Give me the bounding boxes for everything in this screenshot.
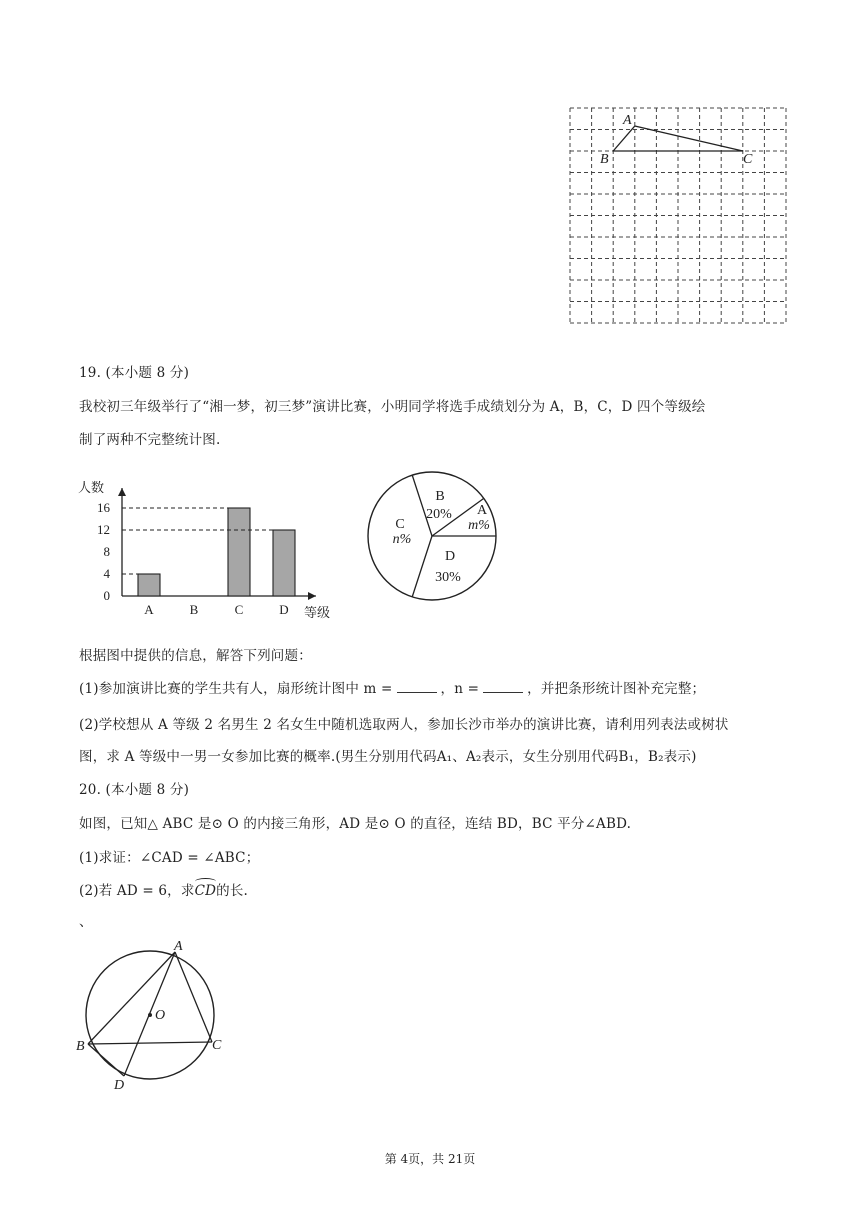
bar-C [228,508,250,596]
q19-part1 [79,677,705,697]
pie-label-C: C [395,517,405,532]
bar-chart [74,474,344,624]
circle-label-o: O [155,1008,166,1023]
pie-label-B: B [435,489,445,504]
q19-part1-a: (1)参加演讲比赛的学生共有人，扇形统计图中 m = [79,681,393,697]
q20-part1: (1)求证：∠CAD = ∠ABC； [79,850,260,866]
y-tick-label: 8 [103,544,110,559]
q20-part2-b: 的长. [216,883,249,899]
grid-triangle-figure [566,104,792,328]
y-tick-label: 4 [103,566,110,581]
arc-cd-label: CD [194,883,217,899]
grid-label-b: B [600,152,609,167]
bar-ylabel: 人数 [78,480,105,495]
pie-label-A: A [476,503,488,518]
bar-A [138,574,160,596]
pie-slice-edge [412,475,432,536]
pie-slice-edge [412,536,432,597]
pie-value-B: 20% [426,507,452,522]
q19-part1-b: ，n = [440,681,480,697]
grid-label-c: C [743,152,753,167]
q20-stem: 如图，已知△ ABC 是⊙ O 的内接三角形，AD 是⊙ O 的直径，连结 BD，BC 平分∠ABD. [79,816,632,832]
pie-chart [364,470,504,606]
q19-stem-line1: 我校初三年级举行了“湘一梦，初三梦”演讲比赛，小明同学将选手成绩划分为 A，B，C，D 四个等级绘 [79,399,706,415]
q19-part2-line1: (2)学校想从 A 等级 2 名男生 2 名女生中随机选取两人，参加长沙市举办的演讲比赛，请利用列表法或树状 [79,717,729,733]
q20-part2 [79,879,248,899]
page-footer: 第 4页，共 21页 [384,1152,476,1166]
x-axis-arrow [308,592,316,600]
pie-value-A: m% [468,518,490,533]
q19-header: 19. (本小题 8 分) [79,365,190,381]
q19-part1-c: ，并把条形统计图补充完整； [527,681,706,697]
x-tick-label: A [144,602,154,617]
x-tick-label: D [279,602,289,617]
pie-label-D: D [444,549,456,564]
circle-label-b: B [76,1039,85,1054]
y-tick-label: 16 [97,500,110,515]
pie-value-D: 30% [435,570,461,585]
circle-label-c: C [212,1038,222,1053]
center-point [148,1013,152,1017]
arc-mark [195,878,217,885]
arc-cd-notation [195,883,217,899]
bar-xlabel: 等级 [304,605,331,620]
bar-D [273,530,295,596]
grid-label-a: A [623,113,632,128]
n-answer-blank[interactable] [483,680,523,693]
x-tick-label: B [189,602,199,617]
q20-header: 20. (本小题 8 分) [79,782,190,798]
circle-figure [72,936,242,1096]
pie-value-C: n% [392,532,412,547]
y-tick-label: 12 [97,522,110,537]
m-answer-blank[interactable] [397,680,437,693]
circle-label-d: D [114,1078,125,1093]
circle-label-a: A [174,939,183,954]
stray-mark: 、 [79,914,93,930]
y-axis-arrow [118,488,126,496]
q19-prompt: 根据图中提供的信息，解答下列问题： [79,648,312,664]
grid-lines [570,108,786,323]
q19-part2-line2: 图，求 A 等级中一男一女参加比赛的概率.(男生分别用代码A₁、A₂表示，女生分别用代码B₁，B₂表示) [79,749,697,765]
y-tick-label: 0 [103,588,110,603]
q20-part2-a: (2)若 AD = 6，求 [79,883,195,899]
x-tick-label: C [234,602,244,617]
q19-stem-line2: 制了两种不完整统计图. [79,432,221,448]
